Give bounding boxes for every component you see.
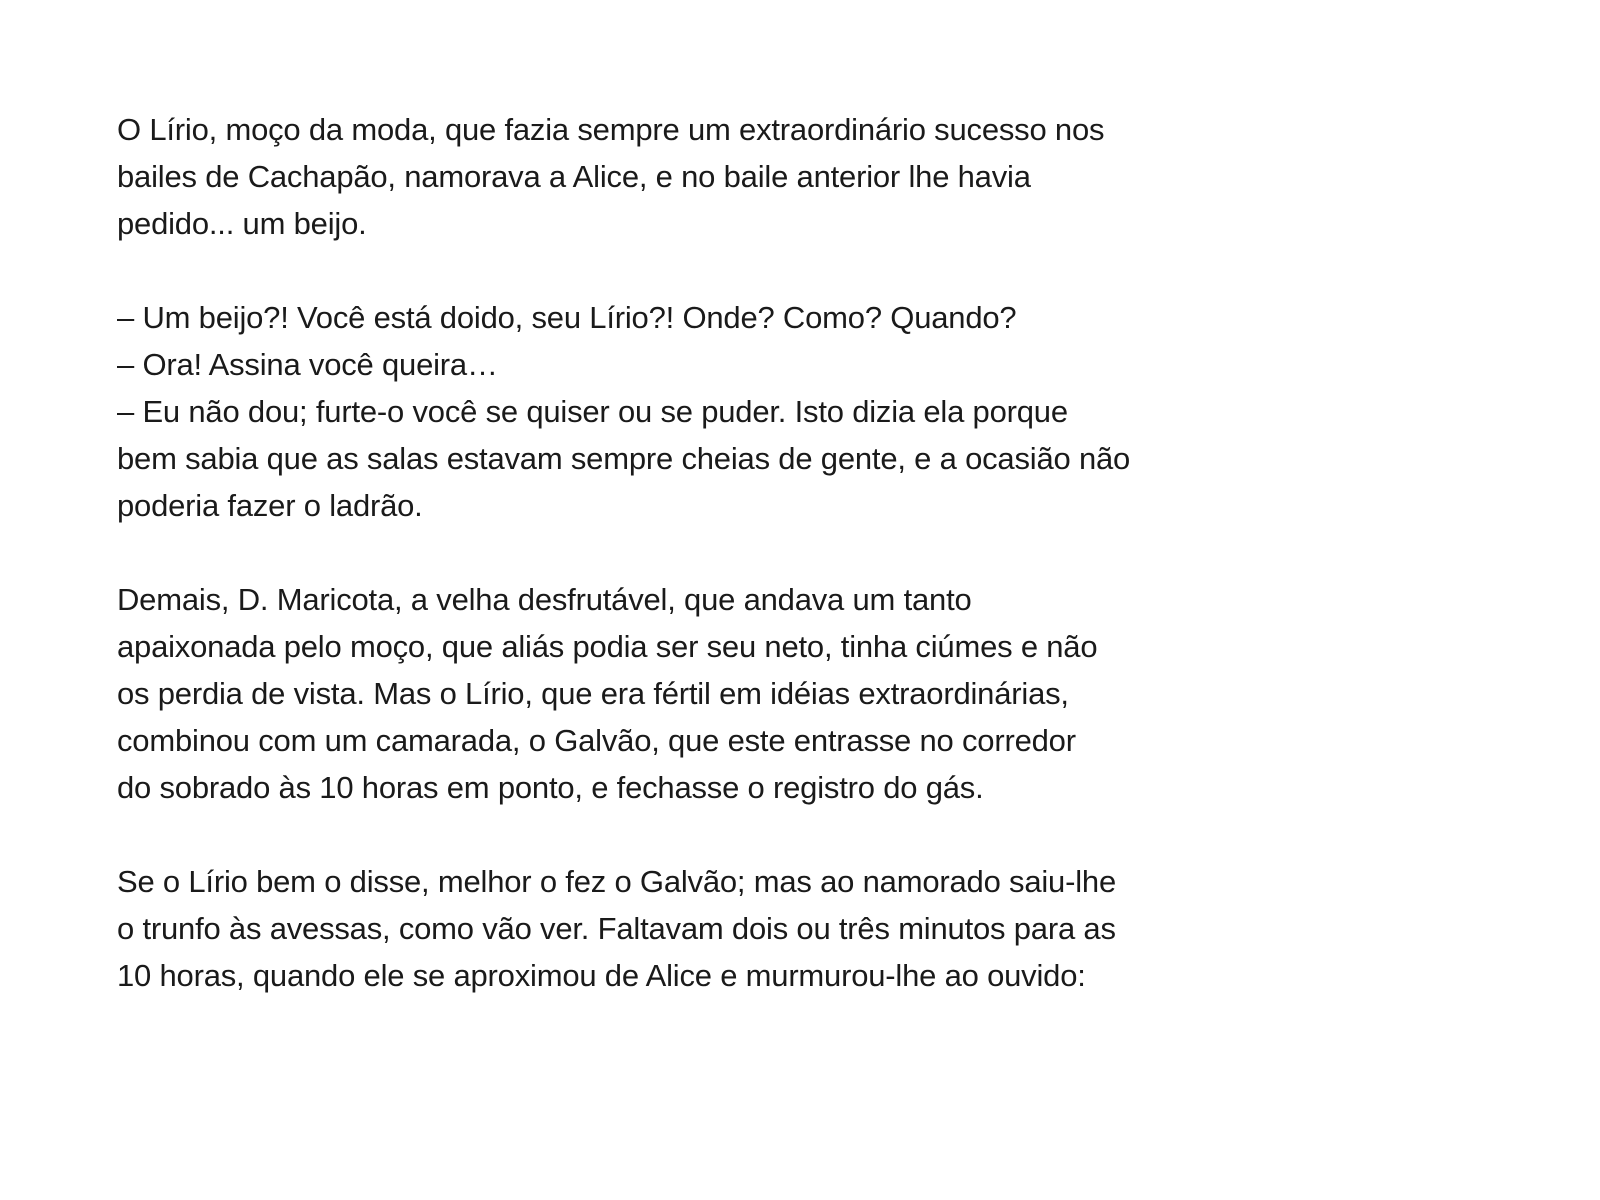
text-line: do sobrado às 10 horas em ponto, e fechasse o registro do gás. (117, 770, 984, 805)
text-line: Se o Lírio bem o disse, melhor o fez o Galvão; mas ao namorado saiu-lhe (117, 864, 1116, 899)
text-line: apaixonada pelo moço, que aliás podia ser seu neto, tinha ciúmes e não (117, 629, 1098, 664)
paragraph (117, 294, 1457, 529)
text-line: pedido... um beijo. (117, 206, 367, 241)
paragraph (117, 576, 1457, 811)
text-line: O Lírio, moço da moda, que fazia sempre um extraordinário sucesso nos (117, 112, 1105, 147)
text-line: bailes de Cachapão, namorava a Alice, e no baile anterior lhe havia (117, 159, 1031, 194)
document-page (117, 106, 1457, 1046)
text-body (117, 106, 1457, 999)
paragraph (117, 858, 1457, 999)
text-line: – Um beijo?! Você está doido, seu Lírio?! Onde? Como? Quando? (117, 300, 1017, 335)
paragraph (117, 106, 1457, 247)
text-line: combinou com um camarada, o Galvão, que este entrasse no corredor (117, 723, 1076, 758)
text-line: 10 horas, quando ele se aproximou de Alice e murmurou-lhe ao ouvido: (117, 958, 1086, 993)
text-line: – Eu não dou; furte-o você se quiser ou se puder. Isto dizia ela porque (117, 394, 1068, 429)
text-line: poderia fazer o ladrão. (117, 488, 423, 523)
text-line: os perdia de vista. Mas o Lírio, que era fértil em idéias extraordinárias, (117, 676, 1069, 711)
text-line: – Ora! Assina você queira… (117, 347, 498, 382)
text-line: o trunfo às avessas, como vão ver. Faltavam dois ou três minutos para as (117, 911, 1116, 946)
text-line: Demais, D. Maricota, a velha desfrutável, que andava um tanto (117, 582, 972, 617)
text-line: bem sabia que as salas estavam sempre cheias de gente, e a ocasião não (117, 441, 1131, 476)
